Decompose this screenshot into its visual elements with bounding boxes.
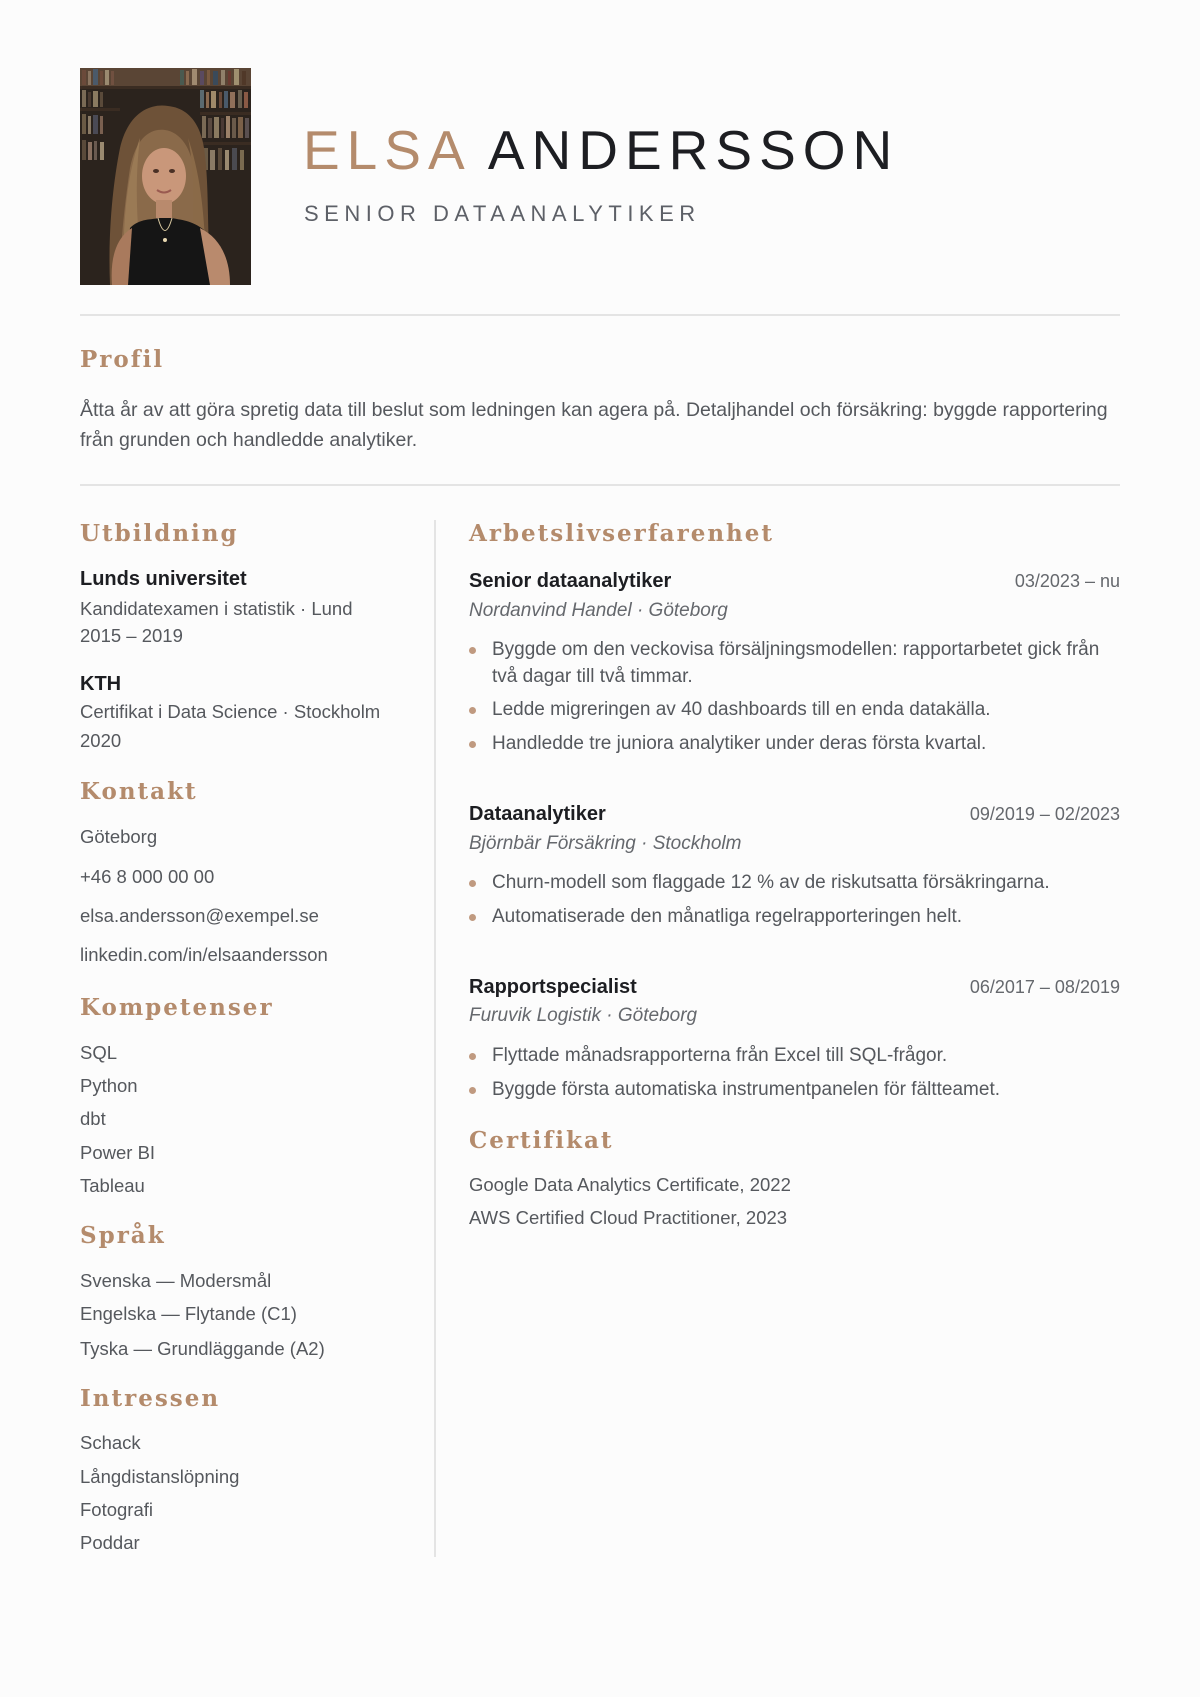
job-bullet [469, 1042, 1129, 1069]
job-bullet-text: Byggde om den veckovisa försäljningsmodellen: rapportarbetet gick från två dagar till två timmar. [492, 639, 1100, 687]
job-bullet-text: Churn-modell som flaggade 12 % av de riskutsatta försäkringarna. [492, 872, 1050, 893]
skill-item: SQL [80, 1042, 118, 1063]
education-heading: Utbildning [80, 520, 239, 547]
job-bullet [469, 1076, 1129, 1103]
job-bullet [469, 636, 1129, 690]
bullet-dot [469, 707, 476, 714]
profile-heading: Profil [80, 346, 165, 373]
job-role: Rapportspecialist [469, 976, 637, 998]
skill-item: Tableau [80, 1175, 145, 1196]
job-dates: 09/2019 – 02/2023 [969, 804, 1120, 824]
skills-heading: Kompetenser [80, 994, 274, 1021]
certificate-item: Google Data Analytics Certificate, 2022 [469, 1174, 791, 1195]
job-company: Furuvik Logistik · Göteborg [469, 1005, 698, 1026]
certificates-heading: Certifikat [469, 1127, 614, 1154]
job-bullet [469, 903, 1129, 930]
candidate-name [303, 118, 899, 182]
job-title: SENIOR DATAANALYTIKER [304, 201, 701, 226]
language-item: Engelska — Flytande (C1) [80, 1303, 297, 1324]
education-school: Lunds universitet [80, 568, 247, 590]
education-detail: Kandidatexamen i statistik · Lund [80, 598, 353, 619]
job-bullet-text: Handledde tre juniora analytiker under deras första kvartal. [492, 733, 987, 754]
experience-heading: Arbetslivserfarenhet [469, 520, 775, 547]
job-bullet-text: Ledde migreringen av 40 dashboards till en enda datakälla. [492, 699, 991, 720]
languages-heading: Språk [80, 1222, 166, 1249]
first-name: ELSA [303, 119, 469, 181]
bullet-dot [469, 741, 476, 748]
contact-city: Göteborg [80, 826, 158, 847]
skill-item: Python [80, 1075, 138, 1096]
contact-heading: Kontakt [80, 778, 198, 805]
job-dates: 03/2023 – nu [1014, 571, 1120, 591]
job-bullet-text: Automatiserade den månatliga regelrapporteringen helt. [492, 906, 963, 927]
job-bullet [469, 730, 1129, 757]
bullet-dot [469, 1053, 476, 1060]
job-dates: 06/2017 – 08/2019 [969, 977, 1120, 997]
interest-item: Fotografi [80, 1499, 154, 1520]
job-bullet [469, 696, 1129, 723]
job-bullet-text: Flyttade månadsrapporterna från Excel till SQL-frågor. [492, 1045, 948, 1066]
job-role: Senior dataanalytiker [469, 570, 672, 592]
interests-heading: Intressen [80, 1385, 221, 1412]
profile-text: Åtta år av att göra spretig data till beslut som ledningen kan agera på. Detaljhandel och försäkring: byggde rapportering från grunden och handledde analytiker. [80, 399, 1108, 451]
skill-item: Power BI [80, 1142, 156, 1163]
certificate-item: AWS Certified Cloud Practitioner, 2023 [469, 1207, 788, 1228]
bullet-dot [469, 1087, 476, 1094]
language-item: Svenska — Modersmål [80, 1270, 272, 1291]
header-divider [80, 314, 1120, 316]
job-role: Dataanalytiker [469, 803, 606, 825]
job-bullet [469, 869, 1129, 896]
interest-item: Långdistanslöpning [80, 1466, 240, 1487]
skill-item: dbt [80, 1108, 106, 1129]
interest-item: Poddar [80, 1532, 140, 1553]
language-item: Tyska — Grundläggande (A2) [80, 1338, 325, 1359]
bullet-dot [469, 647, 476, 654]
education-school: KTH [80, 673, 122, 695]
last-name: ANDERSSON [487, 119, 900, 181]
interest-item: Schack [80, 1432, 141, 1453]
bullet-dot [469, 914, 476, 921]
job-company: Björnbär Försäkring · Stockholm [469, 833, 742, 854]
profile-photo [80, 68, 251, 285]
education-detail: Certifikat i Data Science · Stockholm [80, 701, 381, 722]
job-company: Nordanvind Handel · Göteborg [469, 600, 728, 621]
contact-email[interactable]: elsa.andersson@exempel.se [80, 905, 319, 926]
education-years: 2015 – 2019 [80, 625, 183, 646]
job-bullet-text: Byggde första automatiska instrumentpanelen för fältteamet. [492, 1079, 1000, 1100]
contact-phone[interactable]: +46 8 000 00 00 [80, 866, 215, 887]
profile-divider [80, 484, 1120, 486]
education-years: 2020 [80, 730, 122, 751]
column-divider [434, 520, 436, 1557]
bullet-dot [469, 880, 476, 887]
contact-linkedin[interactable]: linkedin.com/in/elsaandersson [80, 944, 328, 965]
